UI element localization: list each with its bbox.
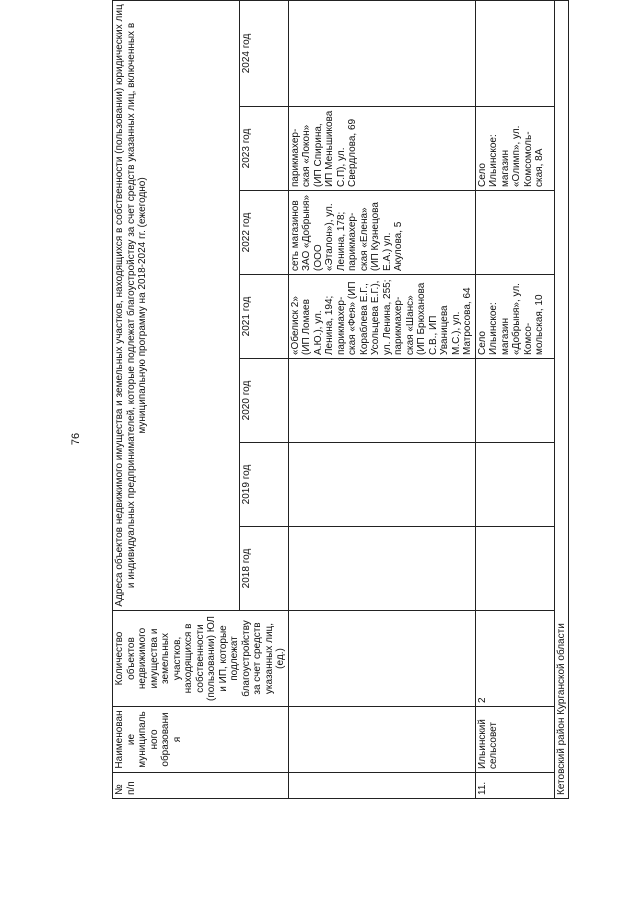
cell-2023: парикмахер-ская «Локон» (ИП Спирина, ИП Меньшикова С.П), ул. Свердлова, 69 (288, 107, 475, 191)
year-header: 2018 год (239, 527, 288, 611)
header-addresses: Адреса объектов недвижимого имущества и земельных участков, находящихся в собственности (пользовании) юридических лиц и индивидуальных предпринимателей, которые подлежат благоустройству за счет средств указанных лиц, включенных в муниципальную программу на 2018-2024 гг. (ежегодно) (113, 0, 240, 610)
region-row (554, 0, 569, 798)
header-name: Наименование муниципального образования (113, 707, 289, 773)
table-row (475, 0, 554, 798)
cell-empty (288, 443, 475, 527)
cell-empty (475, 527, 554, 611)
year-header: 2020 год (239, 359, 288, 443)
cell-2022: сеть магазинов ЗАО «Добрыня» (ООО «Эталон»), ул. Ленина, 178; парикмахер-ская «Елена» (ИП Кузнецова Е.А.) ул. Акулова, 5 (288, 191, 475, 275)
year-header: 2024 год (239, 0, 288, 106)
cell-2021: Село Ильинское: магазин «Добрыня», ул. Комсо-мольская, 10 (475, 275, 554, 359)
cell-count: 2 (475, 611, 554, 707)
cell-empty (475, 191, 554, 275)
cell-empty (475, 443, 554, 527)
cell-name: Ильинский сельсовет (475, 707, 554, 773)
cell-empty (288, 527, 475, 611)
cell-empty (475, 359, 554, 443)
cell-empty (288, 0, 475, 106)
cell-2021: «Обелиск 2» (ИП Ломаев А.Ю.), ул. Ленина, 194; парикмахер-ская «Фея» (ИП Кораблева Е.Г., Усольцева Е.Г.), ул. Ленина, 255; парикмахер-ская «Шанс» (ИП Брюханова С.В., ИП Уваницева М.С.), ул. Матросова, 64 (288, 275, 475, 359)
cell-empty (475, 0, 554, 106)
region-title: Кетовский район Курганской области (554, 0, 569, 798)
year-header: 2019 год (239, 443, 288, 527)
header-no: № п/п (113, 773, 289, 799)
cell-empty (288, 359, 475, 443)
page-number: 76 (70, 432, 83, 446)
cell-empty (288, 773, 475, 799)
year-header: 2023 год (239, 107, 288, 191)
cell-2023: Село Ильинское: магазин «Олимп», ул. Комсомоль-ская, 8А (475, 107, 554, 191)
cell-no: 11. (475, 773, 554, 799)
table-row (288, 0, 475, 798)
objects-table (112, 0, 569, 799)
year-header: 2021 год (239, 275, 288, 359)
header-row (113, 0, 240, 798)
cell-empty (288, 611, 475, 707)
year-header: 2022 год (239, 191, 288, 275)
header-count: Количество объектов недвижимого имущества и земельных участков, находящихся в собственности (пользовании) ЮЛ и ИП, которые подлежат благоустройству за счет средств указанных лиц, (ед.) (113, 611, 289, 707)
cell-empty (288, 707, 475, 773)
rotated-table-sheet (112, 1, 640, 799)
